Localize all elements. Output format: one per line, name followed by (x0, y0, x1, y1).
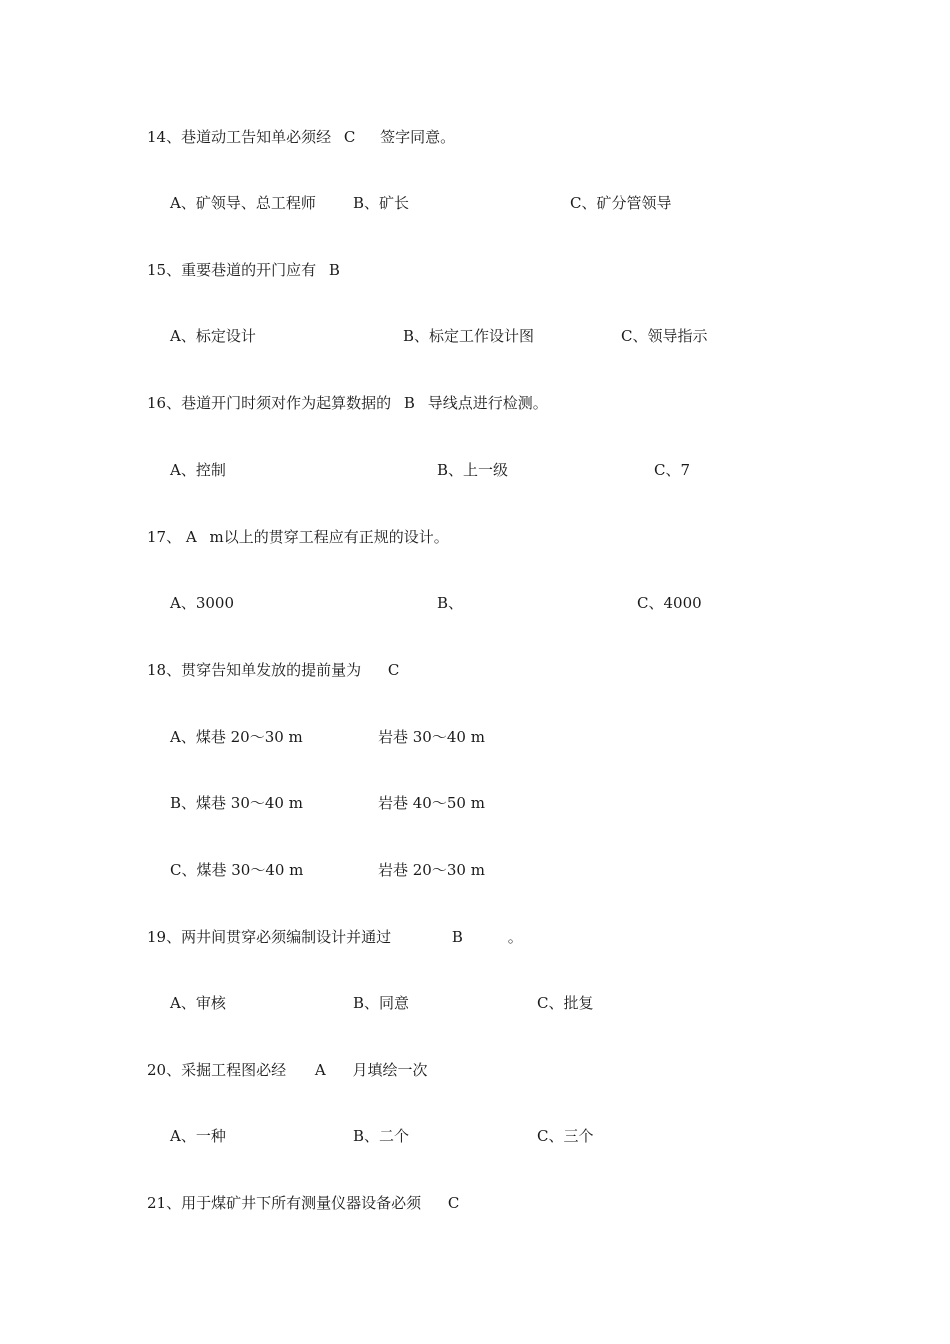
question-20-answer: A (314, 1061, 326, 1079)
question-14-suffix: 签字同意。 (380, 128, 456, 146)
question-20-stem (147, 1060, 428, 1080)
question-15-option-c: C、领导指示 (621, 327, 708, 345)
question-19-answer: B (451, 928, 463, 946)
question-20-suffix: 月填绘一次 (352, 1061, 428, 1079)
question-20-option-c: C、三个 (537, 1127, 594, 1145)
question-19-option-a: A、审核 (170, 994, 226, 1012)
question-18-option-c-rock: 岩巷 20～30 m (378, 861, 485, 879)
question-20-option-a: A、一种 (170, 1127, 226, 1145)
question-18-option-b-rock: 岩巷 40～50 m (378, 794, 485, 812)
question-19-stem (147, 927, 523, 947)
question-14-option-b: B、矿长 (353, 194, 410, 212)
question-21-stem (147, 1193, 459, 1213)
question-19-prefix: 19、两井间贯穿必须编制设计并通过 (147, 928, 392, 946)
question-20-option-b: B、二个 (353, 1127, 410, 1145)
question-14-option-a: A、矿领导、总工程师 (170, 194, 316, 212)
question-20-prefix: 20、采掘工程图必经 (147, 1061, 287, 1079)
question-17-option-b: B、 (437, 594, 464, 612)
question-18-answer: C (387, 661, 400, 679)
question-18-option-b: B、煤巷 30～40 m (170, 794, 303, 812)
question-19-option-c: C、批复 (537, 994, 594, 1012)
question-16-stem (147, 393, 548, 413)
question-15-answer: B (328, 261, 340, 279)
question-17-option-a: A、3000 (170, 594, 235, 612)
question-18-option-a: A、煤巷 20～30 m (170, 728, 303, 746)
question-19-option-b: B、同意 (353, 994, 410, 1012)
question-16-option-c: C、7 (654, 461, 691, 479)
question-17-stem (147, 527, 449, 547)
question-21-prefix: 21、用于煤矿井下所有测量仪器设备必须 (147, 1194, 422, 1212)
question-14-prefix: 14、巷道动工告知单必须经 (147, 128, 332, 146)
question-15-option-b: B、标定工作设计图 (403, 327, 535, 345)
question-15-option-a: A、标定设计 (170, 327, 256, 345)
question-15-prefix: 15、重要巷道的开门应有 (147, 261, 317, 279)
question-16-suffix: 导线点进行检测。 (427, 394, 548, 412)
question-14-answer: C (343, 128, 356, 146)
question-15-stem (147, 260, 340, 280)
question-16-answer: B (403, 394, 415, 412)
question-14-option-c: C、矿分管领导 (570, 194, 672, 212)
question-14-stem (147, 127, 455, 147)
question-18-option-a-rock: 岩巷 30～40 m (378, 728, 485, 746)
question-21-answer: C (447, 1194, 460, 1212)
question-18-option-c: C、煤巷 30～40 m (170, 861, 304, 879)
question-17-answer: A (185, 528, 197, 546)
question-16-option-b: B、上一级 (437, 461, 509, 479)
question-17-suffix: m以上的贯穿工程应有正规的设计。 (209, 528, 449, 546)
question-17-option-c: C、4000 (637, 594, 702, 612)
question-19-suffix: 。 (507, 928, 523, 946)
question-18-prefix: 18、贯穿告知单发放的提前量为 (147, 661, 362, 679)
question-16-option-a: A、控制 (170, 461, 226, 479)
question-18-stem (147, 660, 399, 680)
question-17-prefix: 17、 (147, 528, 182, 546)
question-16-prefix: 16、巷道开门时须对作为起算数据的 (147, 394, 392, 412)
